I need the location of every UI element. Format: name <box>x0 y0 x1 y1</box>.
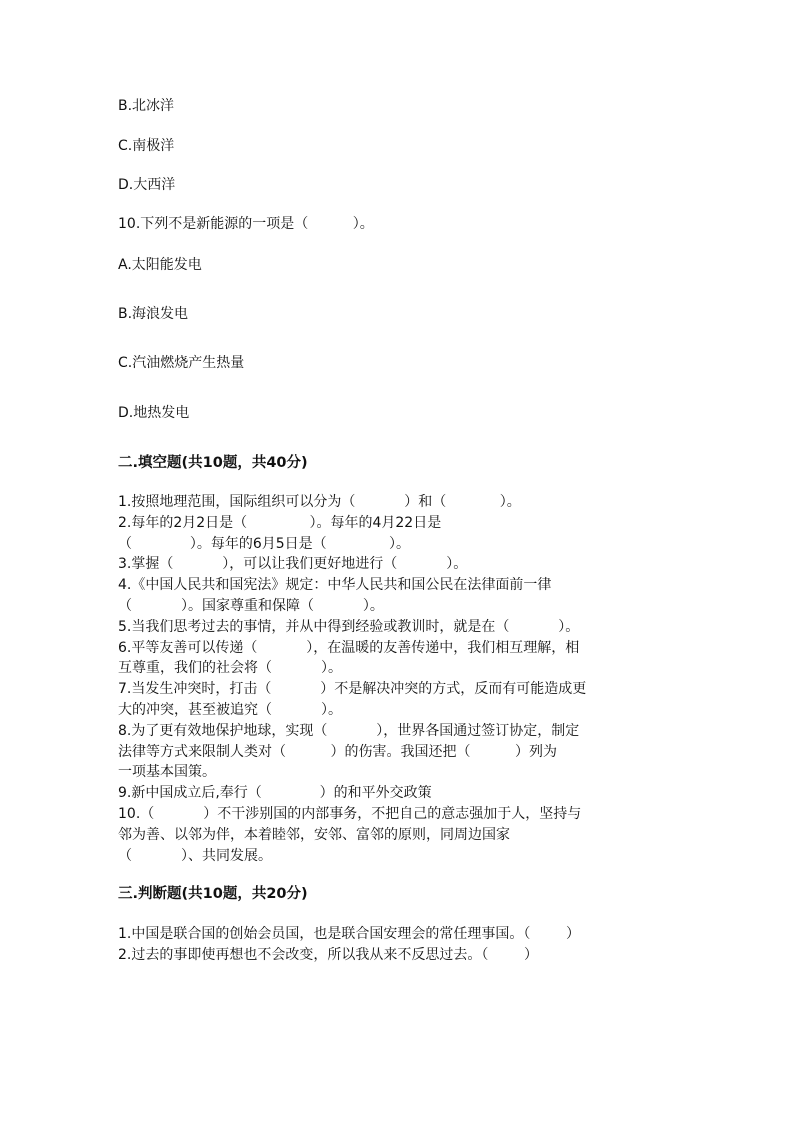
fill-blank-line: （ ）。每年的6月5日是（ ）。 <box>118 535 410 552</box>
option-d: D.大西洋 <box>118 177 176 193</box>
question-10-option-c: C.汽油燃烧产生热量 <box>118 355 245 371</box>
fill-blank-line: 7.当发生冲突时，打击（ ）不是解决冲突的方式，反而有可能造成更 <box>118 681 587 698</box>
fill-blank-line: 4.《中国人民共和国宪法》规定：中华人民共和国公民在法律面前一律 <box>118 577 552 594</box>
fill-blank-list <box>118 492 678 866</box>
option-c: C.南极洋 <box>118 138 175 154</box>
fill-blank-line: 1.按照地理范围，国际组织可以分为（ ）和（ ）。 <box>118 494 521 510</box>
fill-blank-line: 5.当我们思考过去的事情，并从中得到经验或教训时，就是在（ ）。 <box>118 618 580 635</box>
section-3-title: 三.判断题(共10题，共20分) <box>118 886 308 902</box>
section-2-title: 二.填空题(共10题，共40分) <box>118 455 308 471</box>
fill-blank-line: 2.每年的2月2日是（ ）。每年的4月22日是 <box>118 514 442 531</box>
judgement-line: 1.中国是联合国的创始会员国，也是联合国安理会的常任理事国。（ ） <box>118 926 580 942</box>
fill-blank-line: 邻为善、以邻为伴，本着睦邻，安邻、富邻的原则，同周边国家 <box>118 826 510 843</box>
question-10-option-b: B.海浪发电 <box>118 306 189 322</box>
fill-blank-line: （ ）、共同发展。 <box>118 847 272 864</box>
judgement-line: 2.过去的事即使再想也不会改变，所以我从来不反思过去。（ ） <box>118 946 538 963</box>
fill-blank-line: 一项基本国策。 <box>118 764 216 781</box>
fill-blank-line: 8.为了更有效地保护地球，实现（ ），世界各国通过签订协定，制定 <box>118 722 580 739</box>
fill-blank-line: 3.掌握（ ），可以让我们更好地进行（ ）。 <box>118 556 468 573</box>
question-10-option-d: D.地热发电 <box>118 405 190 421</box>
fill-blank-line: 互尊重，我们的社会将（ ）。 <box>118 660 342 677</box>
question-10-option-a: A.太阳能发电 <box>118 257 202 273</box>
fill-blank-line: （ ）。国家尊重和保障（ ）。 <box>118 597 384 614</box>
option-b: B.北冰洋 <box>118 98 175 114</box>
fill-blank-line: 10.（ ）不干涉别国的内部事务，不把自己的意志强加于人，坚持与 <box>118 805 582 822</box>
question-10-stem: 10.下列不是新能源的一项是（ ）。 <box>118 216 374 232</box>
fill-blank-line: 6.平等友善可以传递（ ），在温暖的友善传递中，我们相互理解，相 <box>118 639 580 656</box>
fill-blank-line: 9.新中国成立后,奉行（ ）的和平外交政策 <box>118 785 432 802</box>
judgement-list <box>118 924 678 966</box>
fill-blank-line: 大的冲突，甚至被追究（ ）。 <box>118 701 342 718</box>
fill-blank-line: 法律等方式来限制人类对（ ）的伤害。我国还把（ ）列为 <box>118 743 558 760</box>
